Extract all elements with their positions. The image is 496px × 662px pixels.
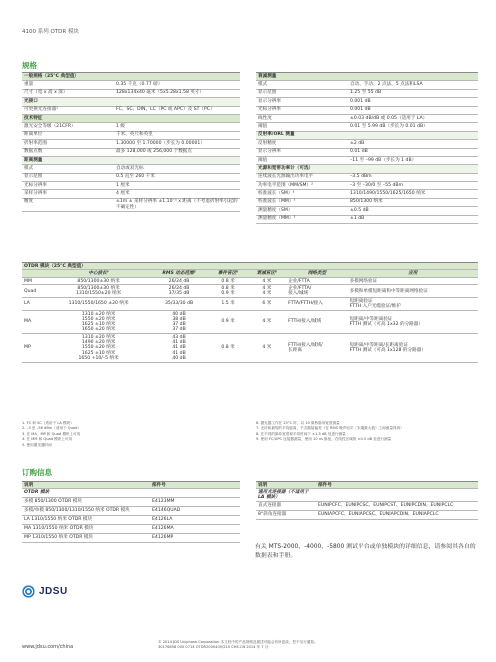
spec-label: 数据点数 bbox=[22, 148, 114, 156]
module-type: MP bbox=[22, 334, 48, 363]
spec-section-header bbox=[22, 73, 240, 81]
col-network-type: 网络类型 bbox=[286, 270, 347, 277]
footnote: 8. 在不同的脉冲宽度和平均时间下 ±1.5 dB 处进行测量 bbox=[256, 431, 346, 436]
spec-label: 光标分辨率 bbox=[22, 182, 114, 190]
spec-label: 线性度 bbox=[256, 114, 348, 122]
part-number: EUNIPCFC、EUNIPCSC、EUNIPCST、EUNIPCDIN、EUNIPCLC bbox=[316, 502, 478, 511]
spec-label: 光源和宽带功率计（可选） bbox=[256, 165, 348, 173]
spec-row bbox=[22, 131, 240, 139]
attenuation-deadzone: 4 米 bbox=[247, 277, 286, 284]
spec-value: FC、SC、DIN、LC（PC 或 APC）及 ST（PC） bbox=[114, 106, 240, 114]
spec-label: 距离测量 bbox=[22, 156, 114, 164]
spec-label: 阈值 bbox=[256, 156, 348, 164]
order-subheader bbox=[22, 489, 240, 498]
spec-label: 尺寸（宽 x 高 x 深） bbox=[22, 89, 114, 97]
order-description: 通用光连接器（不适用于 LA 模块） bbox=[256, 489, 316, 502]
spec-value: 0.001 dB bbox=[348, 98, 478, 106]
order-description: MA 1310/1550 纳米 OTDR 模块 bbox=[22, 525, 150, 534]
spec-label: 精度 bbox=[22, 198, 114, 211]
spec-label: 距离单位 bbox=[22, 131, 114, 139]
spec-label: 测量精度（MM）³ bbox=[256, 215, 348, 223]
footnote: 5. 使用激光器时间 bbox=[22, 442, 52, 447]
info-paragraph: 有关 MTS-2000、-4000、-5800 测试平台或单独模块的详细信息，请参阅其各自的数据表和手册。 bbox=[255, 544, 476, 560]
spec-label: 显示范围 bbox=[22, 173, 114, 181]
application: 短距离/中等距离/长距离验证 FTTH 测试（可高 1x128 的分路器） bbox=[348, 334, 478, 363]
order-table-connectors bbox=[256, 481, 478, 520]
spec-row bbox=[256, 190, 478, 198]
order-row bbox=[256, 511, 478, 520]
footnotes-left bbox=[22, 421, 232, 448]
spec-section-header bbox=[22, 156, 240, 164]
spec-value: 自动或双光标 bbox=[114, 165, 240, 173]
application: 多模和单模短距离和中等距离网络验证 bbox=[348, 285, 478, 298]
spec-label: 可更换光连接器¹ bbox=[22, 106, 114, 114]
order-row bbox=[22, 516, 240, 525]
spec-value: 128x134x40 毫米（5x5.28x1.58 英寸） bbox=[114, 89, 240, 97]
spec-value: ±0.03 dB/dB 或 0.05（适用于 LA） bbox=[348, 114, 478, 122]
part-number: E4123MM bbox=[150, 498, 240, 507]
otdr-row bbox=[22, 298, 478, 311]
part-number: E4126MA bbox=[150, 525, 240, 534]
spec-value: ±1m ± 采样分辨率 ±1.10⁻⁵ x 距离（不考虑折射率引起的不确定性） bbox=[114, 198, 240, 211]
module-type: MM bbox=[22, 277, 48, 284]
spec-row bbox=[256, 198, 478, 206]
event-deadzone: 0.8 米 bbox=[209, 334, 248, 363]
spec-label: 反射率/ORL 测量 bbox=[256, 131, 348, 139]
event-deadzone: 0.9 米 bbox=[209, 310, 248, 333]
spec-label: 模式 bbox=[256, 81, 348, 89]
spec-label: 重量 bbox=[22, 81, 114, 89]
order-section-title: 订购信息 bbox=[22, 468, 52, 477]
spec-value bbox=[348, 73, 478, 81]
spec-value: –3 至 –30/0 至 –55 dBm bbox=[348, 182, 478, 190]
jdsu-logo-icon bbox=[22, 585, 35, 598]
spec-label: 模式 bbox=[22, 165, 114, 173]
spec-row bbox=[256, 89, 478, 97]
order-row bbox=[22, 534, 240, 543]
attenuation-deadzone: 6 米 bbox=[247, 298, 286, 311]
attenuation-deadzone: 4 米 bbox=[247, 334, 286, 363]
spec-label: 校准波长（SM）³ bbox=[256, 190, 348, 198]
order-description: 多模 850/1300 OTDR 模块 bbox=[22, 498, 150, 507]
order-description: OTDR 模块 bbox=[22, 489, 150, 498]
footnote: 3. 在 MA、MP 和 Quad 模块上可用 bbox=[22, 431, 81, 436]
part-number: E4126LA bbox=[150, 516, 240, 525]
spec-label: 一般规格（25°C 典型值） bbox=[22, 73, 114, 81]
center-wavelength: 850/1300±30 纳米 1310/1550±20 纳米 bbox=[48, 285, 150, 298]
spec-row bbox=[22, 81, 240, 89]
order-row bbox=[22, 507, 240, 516]
attenuation-deadzone: 4 米 4 米 bbox=[247, 285, 286, 298]
part-number: E4146QUAD bbox=[150, 507, 240, 516]
otdr-row bbox=[22, 310, 478, 333]
spec-row bbox=[22, 148, 240, 156]
spec-label: 激光安全等级（21CFR） bbox=[22, 123, 114, 131]
spec-label: 阈值 bbox=[256, 123, 348, 131]
order-description: 8°斜角连接器 bbox=[256, 511, 316, 520]
rms-dynamic-range: 35/33/30 dB bbox=[149, 298, 208, 311]
spec-row bbox=[256, 81, 478, 89]
spec-label: 技术特征 bbox=[22, 114, 114, 122]
spec-row bbox=[256, 173, 478, 181]
network-type: FTTH/接入/城域/ 长距离 bbox=[286, 334, 347, 363]
spec-row bbox=[22, 190, 240, 198]
order-description: MP 1310/1550 纳米 OTDR 模块 bbox=[22, 534, 150, 543]
spec-section-title: 规格 bbox=[22, 61, 37, 70]
module-type: MA bbox=[22, 310, 48, 333]
network-type: FTTA/FTTH/接入 bbox=[286, 298, 347, 311]
spec-label: 折射率范围 bbox=[22, 140, 114, 148]
spec-value: 0.5 直至 260 千米 bbox=[114, 173, 240, 181]
otdr-row bbox=[22, 285, 478, 298]
otdr-row bbox=[22, 277, 478, 284]
otdr-row bbox=[22, 334, 478, 363]
spec-value: –3.5 dBm bbox=[348, 173, 478, 181]
order-row bbox=[22, 498, 240, 507]
footnote: 4. 在 MM 和 Quad 模块上可用 bbox=[22, 437, 73, 442]
spec-value: ±0.5 dB bbox=[348, 207, 478, 215]
spec-value: 1 级 bbox=[114, 123, 240, 131]
spec-label: 采样分辨率 bbox=[22, 190, 114, 198]
spec-row bbox=[22, 106, 240, 114]
spec-row bbox=[256, 182, 478, 190]
rms-dynamic-range: 40 dB 38 dB 37 dB 37 dB bbox=[149, 310, 208, 333]
rms-dynamic-range: 26/24 dB 37/35 dB bbox=[149, 285, 208, 298]
rms-dynamic-range: 43 dB 41 dB 41 dB 41 dB 40 dB bbox=[149, 334, 208, 363]
col-application: 应用 bbox=[348, 270, 478, 277]
footer-copyright bbox=[158, 640, 318, 651]
spec-label: 衰减测量 bbox=[256, 73, 348, 81]
otdr-module-table bbox=[22, 262, 478, 363]
center-wavelength: 850/1300±30 纳米 bbox=[48, 277, 150, 284]
spec-value bbox=[114, 98, 240, 106]
general-spec-table bbox=[22, 72, 240, 212]
module-type: LA bbox=[22, 298, 48, 311]
spec-label: 显示分辨率 bbox=[256, 148, 348, 156]
spec-label: 反射精度 bbox=[256, 140, 348, 148]
spec-label: 显示分辨率 bbox=[256, 98, 348, 106]
center-wavelength: 1310 ±20 纳米 1550 ±20 纳米 1625 ±10 纳米 1650 ±20 纳米 bbox=[48, 310, 150, 333]
spec-label: 功率电平范围（MM/SM）² bbox=[256, 182, 348, 190]
page-header: 4100 系列 OTDR 模块 bbox=[22, 29, 79, 35]
application: 短距离/中等距离验证 FTTH 测试（可高 1x32 的分路器） bbox=[348, 310, 478, 333]
spec-row bbox=[256, 140, 478, 148]
spec-row bbox=[256, 215, 478, 223]
otdr-table-title: OTDR 模块（25°C 典型值） bbox=[22, 263, 478, 270]
spec-value bbox=[114, 114, 240, 122]
spec-row bbox=[256, 207, 478, 215]
part-number bbox=[150, 489, 240, 498]
spec-value: 4 厘米 bbox=[114, 190, 240, 198]
footnote: 6. 激光器工作在 25°C 时，以 10 微秒脉冲宽度测量 bbox=[256, 421, 340, 425]
col-wavelength: 中心波长⁴ bbox=[48, 270, 150, 277]
spec-value: ±1 dB bbox=[348, 215, 478, 223]
footer-url[interactable]: www.jdsu.com/china bbox=[22, 644, 74, 650]
spec-value: 1 厘米 bbox=[114, 182, 240, 190]
col-attenuation-deadzone: 衰减盲区⁶ bbox=[247, 270, 286, 277]
order-col-pn: 部件号 bbox=[150, 482, 240, 489]
spec-value bbox=[114, 73, 240, 81]
spec-row bbox=[22, 173, 240, 181]
attenuation-deadzone: 4 米 bbox=[247, 310, 286, 333]
document-code: 30176858 000 0714 OTDR2000400/210 CHE-CN 2014 年 7 月 bbox=[158, 645, 269, 650]
col-type bbox=[22, 270, 48, 277]
spec-row bbox=[22, 165, 240, 173]
spec-value: 0.35 千克（0.77 磅） bbox=[114, 81, 240, 89]
jdsu-logo bbox=[22, 585, 68, 598]
spec-row bbox=[256, 148, 478, 156]
order-col-desc: 说明 bbox=[22, 482, 150, 489]
spec-value bbox=[348, 131, 478, 139]
part-number: EUNIAPCFC、EUNIAPCSC、EUNIAPCDIN、EUNIAPCLC bbox=[316, 511, 478, 520]
spec-label: 连续波长光源输出功率电平 bbox=[256, 173, 348, 181]
order-col-pn: 部件号 bbox=[316, 482, 478, 489]
part-number bbox=[316, 489, 478, 502]
spec-row bbox=[22, 140, 240, 148]
spec-row bbox=[256, 98, 478, 106]
spec-row bbox=[22, 89, 240, 97]
part-number: E4126MP bbox=[150, 534, 240, 543]
measurement-spec-table bbox=[256, 72, 478, 224]
spec-label: 校准波长（MM）³ bbox=[256, 198, 348, 206]
order-col-desc: 说明 bbox=[256, 482, 316, 489]
spec-value: 1.25 至 55 dB bbox=[348, 89, 478, 97]
spec-row bbox=[22, 198, 240, 211]
spec-value: 最多 128,000 或 256,000 个数据点 bbox=[114, 148, 240, 156]
spec-row bbox=[256, 123, 478, 131]
spec-label: 显示范围 bbox=[256, 89, 348, 97]
order-row bbox=[256, 502, 478, 511]
spec-value: 850/1300 纳米 bbox=[348, 198, 478, 206]
spec-label: 测量精度（SM） bbox=[256, 207, 348, 215]
spec-value: 1.30000 至 1.70000（步长为 0.00001） bbox=[114, 140, 240, 148]
spec-label: 光标分辨率 bbox=[256, 106, 348, 114]
spec-row bbox=[22, 123, 240, 131]
event-deadzone: 0.8 米 bbox=[209, 277, 248, 284]
application: 多模网络验证 bbox=[348, 277, 478, 284]
spec-section-header bbox=[22, 98, 240, 106]
spec-value: 1310/1490/1550/1625/1650 纳米 bbox=[348, 190, 478, 198]
col-dynamic-range: RMS 动态范围⁵ bbox=[149, 270, 208, 277]
spec-value bbox=[114, 156, 240, 164]
spec-value bbox=[348, 165, 478, 173]
spec-value: 0.01 至 5.99 dB（步长为 0.01 dB） bbox=[348, 123, 478, 131]
event-deadzone: 0.8 米 0.9 米 bbox=[209, 285, 248, 298]
spec-value: ±2 dB bbox=[348, 140, 478, 148]
order-subheader bbox=[256, 489, 478, 502]
spec-section-header bbox=[22, 114, 240, 122]
application: 短距离验证 FTTH 入户光缆验证/维护 bbox=[348, 298, 478, 311]
spec-section-header bbox=[256, 165, 478, 173]
order-row bbox=[22, 525, 240, 534]
spec-row bbox=[256, 106, 478, 114]
order-description: 直式连接器 bbox=[256, 502, 316, 511]
spec-value: 自动、手动、2 点法、5 点法和LSA bbox=[348, 81, 478, 89]
order-description: LA 1310/1550 纳米 OTDR 模块 bbox=[22, 516, 150, 525]
order-table-modules bbox=[22, 481, 240, 543]
footnote: 2. –3 至 –56 dBm（适用于 Quad） bbox=[22, 426, 81, 431]
copyright-text: © 2014 JDS Uniphase Corporation 本文档中的产品规格及描述可能会有所更改，恕不另行通知。 bbox=[158, 640, 318, 644]
spec-value: 千米、英尺和英里 bbox=[114, 131, 240, 139]
center-wavelength: 1310/1550/1650 ±20 纳米 bbox=[48, 298, 150, 311]
spec-value: –11 至 –99 dB（步长为 1 dB） bbox=[348, 156, 478, 164]
network-type: 企业/FTTA/ 接入/城域 bbox=[286, 285, 347, 298]
spec-section-header bbox=[256, 131, 478, 139]
jdsu-logo-text: JDSU bbox=[39, 586, 68, 597]
network-type: FTTH/接入/城域 bbox=[286, 310, 347, 333]
spec-row bbox=[256, 114, 478, 122]
spec-row bbox=[22, 182, 240, 190]
spec-label: 光接口 bbox=[22, 98, 114, 106]
rms-dynamic-range: 26/24 dB bbox=[149, 277, 208, 284]
spec-value: 0.001 dB bbox=[348, 106, 478, 114]
col-event-deadzone: 事件盲区⁶ bbox=[209, 270, 248, 277]
spec-section-header bbox=[256, 73, 478, 81]
center-wavelength: 1310 ±20 纳米 1490 ±20 纳米 1550 ±20 纳米 1625 ±10 纳米 1650 +10/–5 纳米 bbox=[48, 334, 150, 363]
module-type: Quad bbox=[22, 285, 48, 298]
event-deadzone: 1.5 米 bbox=[209, 298, 248, 311]
footnotes-right bbox=[256, 421, 478, 443]
footnote: 1. FC 和 SC（适用于 LA 模块） bbox=[22, 421, 74, 425]
order-description: 多模/单模 850/1300/1310/1550 纳米 OTDR 模块 bbox=[22, 507, 150, 516]
spec-value: 0.01 dB bbox=[348, 148, 478, 156]
network-type: 企业/FTTA bbox=[286, 277, 347, 284]
footnote: 7. 光纤和最短的平均距离，不含端接偏差（在 RMS 噪声电平（末端最大值）之间测量得到） bbox=[256, 426, 404, 431]
spec-row bbox=[256, 156, 478, 164]
footnote: 9. 使用 FC/UPC 连接器测量，使用 10 ns 脉宽，在线性区域的 ±0.5 dB 处进行测量 bbox=[256, 437, 392, 442]
